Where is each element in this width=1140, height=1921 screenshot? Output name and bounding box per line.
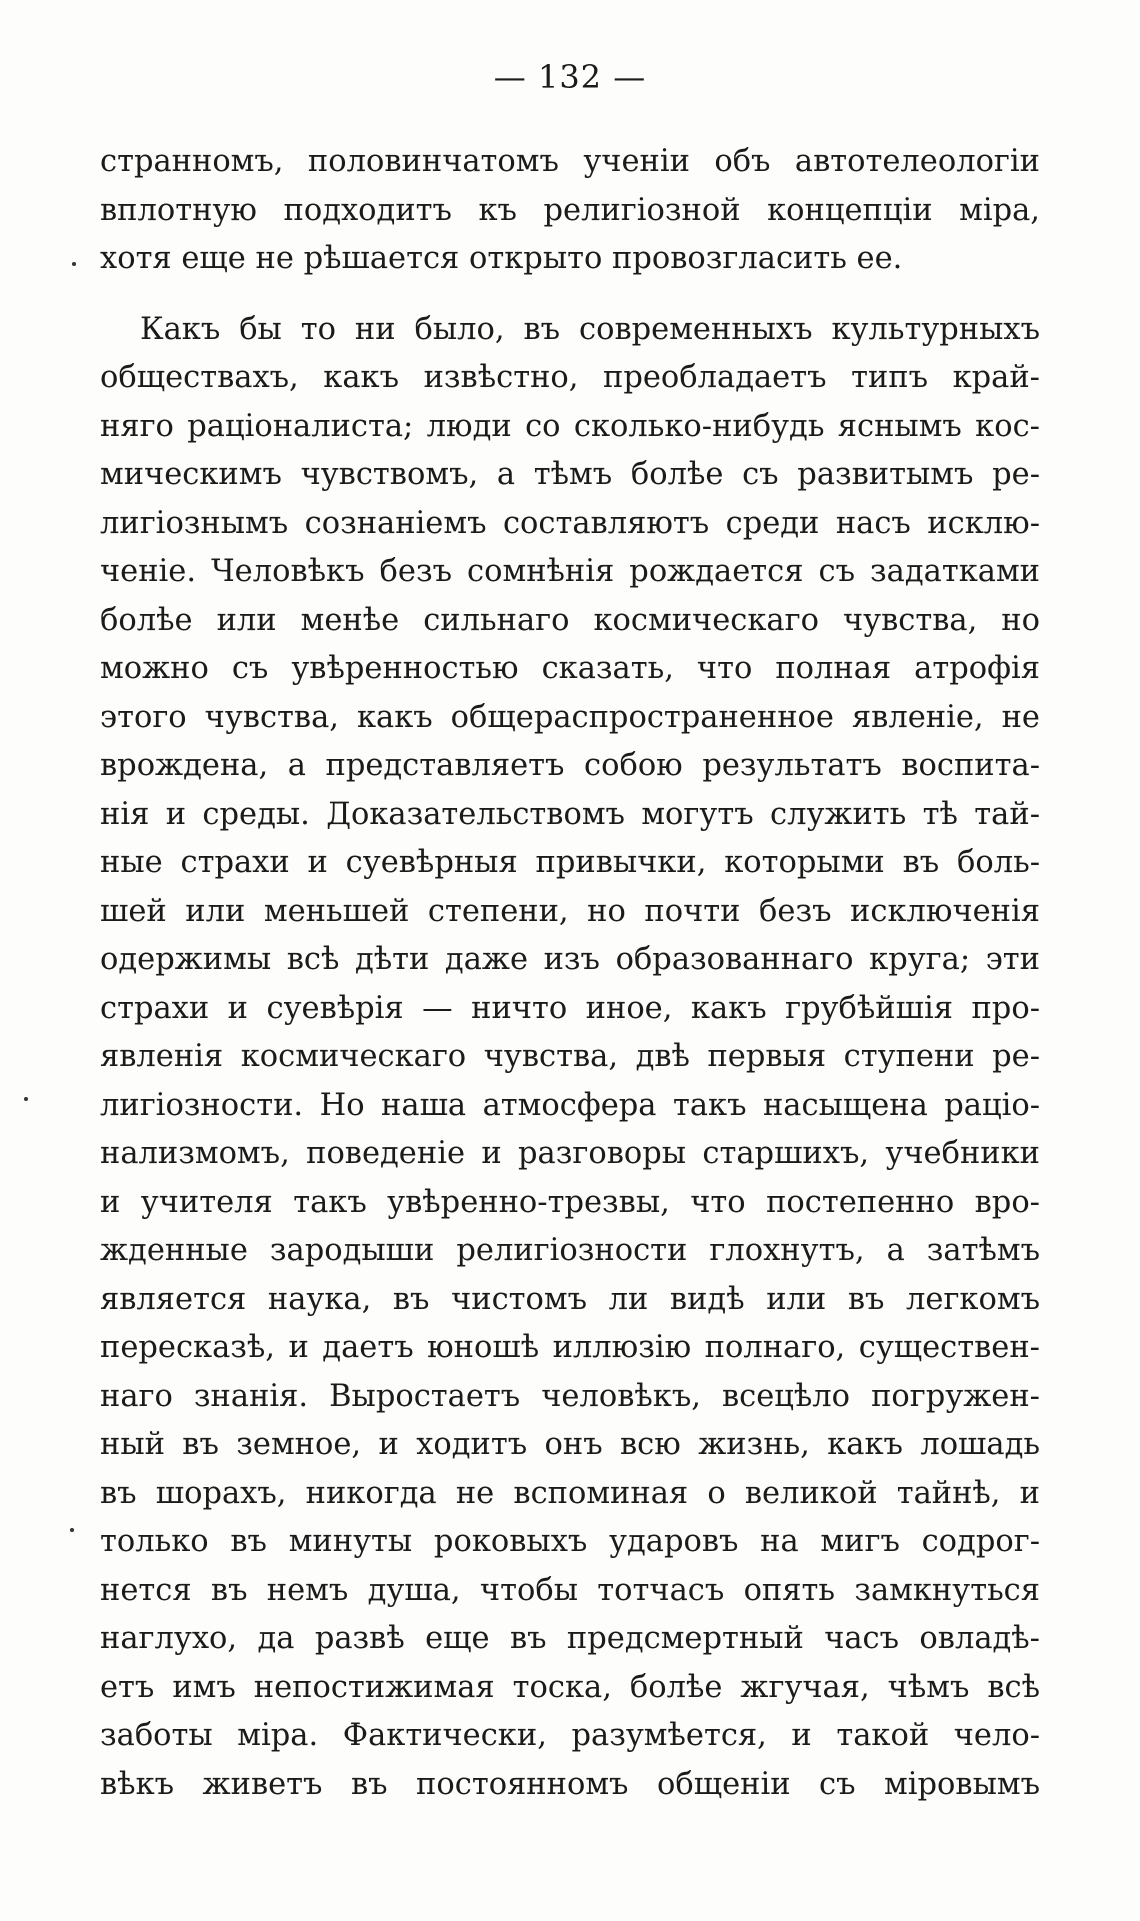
text-line: ные страхи и суевѣрныя привычки, которыми въ боль- [100, 845, 1040, 880]
print-speck [24, 1097, 28, 1101]
text-line: и учителя такъ увѣренно-трезвы, что постепенно вро- [100, 1184, 1040, 1220]
text-line: можно съ увѣренностью сказать, что полная атрофія [100, 651, 1040, 686]
text-line: странномъ, половинчатомъ ученіи объ автотелеологіи [100, 144, 1040, 179]
text-line: пересказѣ, и даетъ юношѣ иллюзію полнаго, существен- [100, 1330, 1040, 1365]
text-line: нализмомъ, поведеніе и разговоры старшихъ, учебники [100, 1136, 1040, 1171]
page-number: — 132 — [493, 58, 647, 96]
text-line: нія и среды. Доказательствомъ могутъ служить тѣ тай- [100, 796, 1040, 832]
text-line: нется въ немъ душа, чтобы тотчасъ опять замкнуться [100, 1572, 1040, 1608]
text-line: этого чувства, какъ общераспространенное явленіе, не [100, 699, 1040, 735]
text-line: няго раціоналиста; люди со сколько-нибудь яснымъ кос- [100, 408, 1040, 444]
text-line: вплотную подходитъ къ религіозной концепціи міра, [100, 192, 1040, 228]
text-line: шей или меньшей степени, но почти безъ исключенія [100, 893, 1040, 929]
text-line: вѣкъ живетъ въ постоянномъ общеніи съ міровымъ [100, 1766, 1040, 1802]
text-line: хотя еще не рѣшается открыто провозгласить ее. [100, 241, 903, 276]
paragraph-1 [100, 138, 1040, 284]
text-line: мическимъ чувствомъ, а тѣмъ болѣе съ развитымъ ре- [100, 457, 1040, 492]
text-line: только въ минуты роковыхъ ударовъ на мигъ содрог- [100, 1524, 1040, 1559]
body-text [100, 138, 1040, 1809]
text-line: обществахъ, какъ извѣстно, преобладаетъ типъ край- [100, 360, 1040, 395]
text-line: лигіозности. Но наша атмосфера такъ насыщена раціо- [100, 1087, 1040, 1123]
text-line: ный въ земное, и ходитъ онъ всю жизнь, какъ лошадь [100, 1427, 1040, 1462]
text-line: наглухо, да развѣ еще въ предсмертный часъ овладѣ- [100, 1621, 1040, 1656]
text-line: наго знанія. Выростаетъ человѣкъ, всецѣло погружен- [100, 1378, 1040, 1414]
text-line: явленія космическаго чувства, двѣ первыя ступени ре- [100, 1039, 1040, 1074]
text-line: лигіознымъ сознаніемъ составляютъ среди насъ исклю- [100, 505, 1040, 541]
text-line: болѣе или менѣе сильнаго космическаго чувства, но [100, 602, 1040, 638]
text-line: Какъ бы то ни было, въ современныхъ культурныхъ [140, 311, 1040, 347]
text-line: одержимы всѣ дѣти даже изъ образованнаго круга; эти [100, 942, 1040, 977]
print-speck [70, 1528, 74, 1532]
paragraph-2 [100, 306, 1040, 1810]
text-line: страхи и суевѣрія — ничто иное, какъ грубѣйшія про- [100, 990, 1040, 1026]
text-line: врождена, а представляетъ собою результатъ воспита- [100, 748, 1040, 783]
text-line: ченіе. Человѣкъ безъ сомнѣнія рождается съ задатками [100, 554, 1040, 589]
text-line: етъ имъ непостижимая тоска, болѣе жгучая, чѣмъ всѣ [100, 1669, 1040, 1705]
print-speck [72, 262, 76, 266]
text-line: жденные зародыши религіозности глохнутъ, а затѣмъ [100, 1233, 1040, 1268]
text-line: является наука, въ чистомъ ли видѣ или въ легкомъ [100, 1281, 1040, 1317]
text-line: заботы міра. Фактически, разумѣется, и такой чело- [100, 1718, 1040, 1753]
text-line: въ шорахъ, никогда не вспоминая о великой тайнѣ, и [100, 1475, 1040, 1511]
